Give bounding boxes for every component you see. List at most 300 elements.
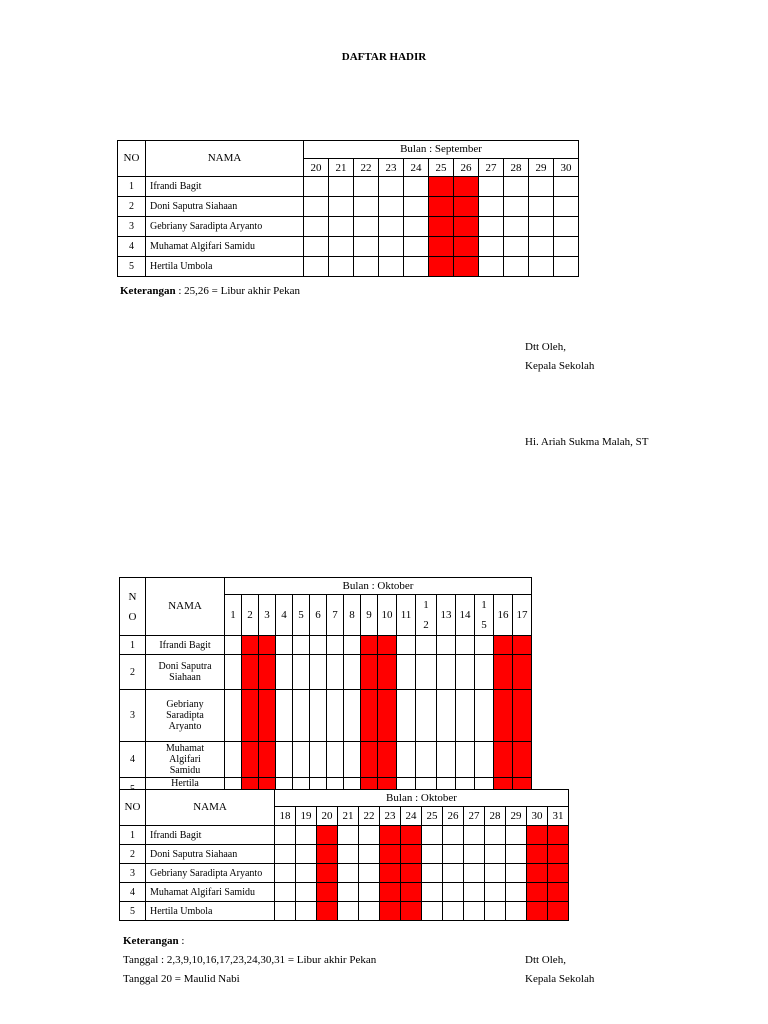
- table-row: [118, 197, 579, 217]
- holiday-cell: [429, 177, 454, 197]
- attendance-cell: [456, 742, 475, 778]
- attendance-cell: [338, 845, 359, 864]
- attendance-cell: [404, 217, 429, 237]
- holiday-cell: [513, 655, 532, 690]
- table-row: [118, 177, 579, 197]
- holiday-cell: [548, 826, 569, 845]
- holiday-cell: [317, 826, 338, 845]
- attendance-cell: [397, 655, 416, 690]
- day-header: 29: [529, 159, 554, 177]
- row-nama: Doni Saputra Siahaan: [146, 845, 275, 864]
- attendance-cell: [379, 197, 404, 217]
- holiday-cell: [378, 655, 397, 690]
- holiday-cell: [317, 883, 338, 902]
- attendance-cell: [275, 845, 296, 864]
- attendance-cell: [554, 177, 579, 197]
- attendance-cell: [404, 177, 429, 197]
- row-nama: Muhamat Algifari Samidu: [146, 237, 304, 257]
- day-header: 26: [443, 807, 464, 826]
- attendance-cell: [379, 217, 404, 237]
- holiday-cell: [380, 845, 401, 864]
- attendance-cell: [379, 237, 404, 257]
- attendance-cell: [422, 864, 443, 883]
- attendance-cell: [397, 690, 416, 742]
- signer-line1-oktober: Dtt Oleh,: [525, 954, 566, 966]
- holiday-cell: [378, 636, 397, 655]
- row-nama: Gebriany Saradipta Aryanto: [146, 217, 304, 237]
- day-header: 7: [327, 595, 344, 636]
- row-nama: Muhamat Algifari Samidu: [146, 883, 275, 902]
- attendance-cell: [310, 690, 327, 742]
- holiday-cell: [548, 864, 569, 883]
- day-header: 24: [401, 807, 422, 826]
- attendance-cell: [485, 826, 506, 845]
- holiday-cell: [378, 742, 397, 778]
- day-header: 1 2: [416, 595, 437, 636]
- attendance-cell: [529, 257, 554, 277]
- row-no: 4: [118, 237, 146, 257]
- month-label: Bulan : Oktober: [225, 578, 532, 595]
- day-header: 2: [242, 595, 259, 636]
- attendance-cell: [416, 655, 437, 690]
- row-no: 3: [120, 864, 146, 883]
- attendance-cell: [354, 237, 379, 257]
- holiday-cell: [527, 864, 548, 883]
- day-header: 8: [344, 595, 361, 636]
- row-no: 3: [120, 690, 146, 742]
- attendance-cell: [344, 690, 361, 742]
- attendance-cell: [479, 257, 504, 277]
- table-row: [120, 636, 532, 655]
- row-no: 1: [120, 826, 146, 845]
- day-header: 23: [379, 159, 404, 177]
- holiday-cell: [527, 826, 548, 845]
- day-header: 19: [296, 807, 317, 826]
- attendance-cell: [275, 826, 296, 845]
- holiday-cell: [259, 690, 276, 742]
- row-no: 2: [120, 655, 146, 690]
- holiday-cell: [429, 257, 454, 277]
- attendance-cell: [397, 636, 416, 655]
- attendance-cell: [404, 257, 429, 277]
- attendance-cell: [276, 636, 293, 655]
- attendance-cell: [479, 197, 504, 217]
- holiday-cell: [401, 845, 422, 864]
- holiday-cell: [380, 883, 401, 902]
- attendance-cell: [338, 826, 359, 845]
- table-row: [120, 655, 532, 690]
- day-header: 14: [456, 595, 475, 636]
- attendance-cell: [554, 257, 579, 277]
- attendance-cell: [354, 177, 379, 197]
- note-september: [120, 285, 300, 297]
- attendance-cell: [296, 883, 317, 902]
- attendance-cell: [296, 902, 317, 921]
- holiday-cell: [401, 826, 422, 845]
- attendance-cell: [404, 197, 429, 217]
- attendance-cell: [338, 883, 359, 902]
- row-nama: Hertila Umbola: [146, 902, 275, 921]
- day-header: 24: [404, 159, 429, 177]
- day-header: 6: [310, 595, 327, 636]
- attendance-cell: [310, 742, 327, 778]
- attendance-cell: [275, 902, 296, 921]
- row-nama: Ifrandi Bagit: [146, 826, 275, 845]
- day-header: 30: [554, 159, 579, 177]
- note-label-oktober: Keterangan: [123, 935, 179, 947]
- day-header: 28: [485, 807, 506, 826]
- attendance-cell: [554, 197, 579, 217]
- attendance-cell: [475, 636, 494, 655]
- signer-line2: Kepala Sekolah: [525, 360, 595, 372]
- attendance-cell: [475, 655, 494, 690]
- attendance-cell: [504, 237, 529, 257]
- attendance-cell: [437, 655, 456, 690]
- attendance-cell: [437, 690, 456, 742]
- holiday-cell: [242, 742, 259, 778]
- attendance-cell: [464, 902, 485, 921]
- day-header: 16: [494, 595, 513, 636]
- attendance-cell: [225, 636, 242, 655]
- attendance-cell: [504, 197, 529, 217]
- holiday-cell: [454, 177, 479, 197]
- attendance-cell: [310, 655, 327, 690]
- holiday-cell: [454, 197, 479, 217]
- attendance-cell: [225, 742, 242, 778]
- holiday-cell: [429, 217, 454, 237]
- table-row: [118, 217, 579, 237]
- holiday-cell: [401, 864, 422, 883]
- holiday-cell: [513, 742, 532, 778]
- attendance-cell: [416, 636, 437, 655]
- attendance-cell: [404, 237, 429, 257]
- row-no: 5: [118, 257, 146, 277]
- table-row: [120, 864, 569, 883]
- holiday-cell: [494, 655, 513, 690]
- attendance-cell: [422, 845, 443, 864]
- attendance-cell: [456, 636, 475, 655]
- attendance-cell: [554, 237, 579, 257]
- day-header: 1: [225, 595, 242, 636]
- row-nama: Ifrandi Bagit: [146, 177, 304, 197]
- day-header: 4: [276, 595, 293, 636]
- attendance-cell: [397, 742, 416, 778]
- table-row: [120, 902, 569, 921]
- note-colon: :: [178, 935, 185, 947]
- attendance-cell: [504, 257, 529, 277]
- holiday-cell: [317, 864, 338, 883]
- attendance-cell: [504, 177, 529, 197]
- attendance-cell: [437, 636, 456, 655]
- holiday-cell: [378, 690, 397, 742]
- row-nama: Hertila Umbola: [146, 257, 304, 277]
- holiday-cell: [527, 845, 548, 864]
- day-header: 25: [422, 807, 443, 826]
- day-header: 25: [429, 159, 454, 177]
- attendance-cell: [479, 237, 504, 257]
- attendance-cell: [276, 655, 293, 690]
- attendance-table-oktober-1: [119, 577, 532, 801]
- attendance-cell: [329, 257, 354, 277]
- table-row: [120, 883, 569, 902]
- holiday-cell: [242, 655, 259, 690]
- attendance-cell: [304, 217, 329, 237]
- day-header: 22: [359, 807, 380, 826]
- attendance-cell: [416, 690, 437, 742]
- attendance-cell: [422, 902, 443, 921]
- attendance-cell: [329, 177, 354, 197]
- day-header: 29: [506, 807, 527, 826]
- signer-line1: Dtt Oleh,: [525, 341, 566, 353]
- row-nama: Muhamat Algifari Samidu: [146, 742, 225, 778]
- attendance-cell: [475, 690, 494, 742]
- attendance-cell: [437, 742, 456, 778]
- holiday-cell: [548, 902, 569, 921]
- attendance-cell: [443, 826, 464, 845]
- attendance-cell: [506, 902, 527, 921]
- attendance-cell: [275, 883, 296, 902]
- day-header: 20: [317, 807, 338, 826]
- attendance-cell: [225, 655, 242, 690]
- row-no: 1: [118, 177, 146, 197]
- attendance-cell: [359, 883, 380, 902]
- note-oktober: [123, 935, 184, 947]
- row-no: 3: [118, 217, 146, 237]
- holiday-cell: [317, 902, 338, 921]
- holiday-cell: [361, 636, 378, 655]
- attendance-cell: [443, 883, 464, 902]
- holiday-cell: [380, 826, 401, 845]
- attendance-cell: [354, 257, 379, 277]
- holiday-cell: [242, 690, 259, 742]
- header-row: [118, 141, 579, 159]
- attendance-cell: [529, 197, 554, 217]
- attendance-cell: [329, 237, 354, 257]
- month-label: Bulan : September: [304, 141, 579, 159]
- attendance-cell: [464, 826, 485, 845]
- col-nama-header: NAMA: [146, 790, 275, 826]
- table-row: [118, 237, 579, 257]
- attendance-cell: [310, 636, 327, 655]
- attendance-cell: [276, 742, 293, 778]
- attendance-cell: [485, 845, 506, 864]
- page-title: DAFTAR HADIR: [341, 51, 427, 63]
- row-no: 1: [120, 636, 146, 655]
- holiday-cell: [454, 257, 479, 277]
- holiday-cell: [317, 845, 338, 864]
- attendance-cell: [359, 902, 380, 921]
- row-nama: Hertila: [146, 778, 225, 801]
- attendance-cell: [529, 237, 554, 257]
- attendance-cell: [379, 177, 404, 197]
- day-header: 13: [437, 595, 456, 636]
- holiday-cell: [361, 655, 378, 690]
- day-header: 11: [397, 595, 416, 636]
- attendance-cell: [464, 845, 485, 864]
- table-row: [120, 845, 569, 864]
- attendance-cell: [464, 883, 485, 902]
- attendance-cell: [293, 742, 310, 778]
- attendance-cell: [554, 217, 579, 237]
- attendance-cell: [506, 826, 527, 845]
- attendance-cell: [479, 177, 504, 197]
- signer-line2-oktober: Kepala Sekolah: [525, 973, 595, 985]
- holiday-cell: [429, 197, 454, 217]
- holiday-cell: [548, 883, 569, 902]
- holiday-cell: [259, 742, 276, 778]
- holiday-cell: [494, 636, 513, 655]
- table-row: [120, 742, 532, 778]
- attendance-cell: [354, 217, 379, 237]
- holiday-cell: [454, 217, 479, 237]
- holiday-cell: [494, 690, 513, 742]
- signer-name: Hi. Ariah Sukma Malah, ST: [525, 436, 649, 448]
- attendance-cell: [304, 177, 329, 197]
- attendance-cell: [304, 257, 329, 277]
- attendance-cell: [338, 902, 359, 921]
- holiday-cell: [259, 655, 276, 690]
- attendance-cell: [456, 690, 475, 742]
- attendance-cell: [475, 742, 494, 778]
- row-nama: Ifrandi Bagit: [146, 636, 225, 655]
- attendance-cell: [304, 197, 329, 217]
- col-no-header: NO: [118, 141, 146, 177]
- day-header: 27: [464, 807, 485, 826]
- header-row: [120, 790, 569, 807]
- attendance-cell: [359, 845, 380, 864]
- note-text: : 25,26 = Libur akhir Pekan: [175, 285, 301, 297]
- attendance-cell: [275, 864, 296, 883]
- holiday-cell: [527, 902, 548, 921]
- attendance-cell: [329, 217, 354, 237]
- attendance-cell: [485, 864, 506, 883]
- holiday-cell: [548, 845, 569, 864]
- day-header: 10: [378, 595, 397, 636]
- attendance-cell: [296, 826, 317, 845]
- holiday-cell: [513, 690, 532, 742]
- attendance-table-september: [117, 140, 579, 277]
- note-line1: Tanggal : 2,3,9,10,16,17,23,24,30,31 = Libur akhir Pekan: [123, 954, 377, 966]
- note-line2: Tanggal 20 = Maulid Nabi: [123, 973, 240, 985]
- attendance-cell: [304, 237, 329, 257]
- row-nama: Gebriany Saradipta Aryanto: [146, 690, 225, 742]
- row-nama: Doni Saputra Siahaan: [146, 197, 304, 217]
- attendance-cell: [344, 655, 361, 690]
- day-header: 17: [513, 595, 532, 636]
- day-header: 27: [479, 159, 504, 177]
- holiday-cell: [401, 902, 422, 921]
- attendance-cell: [359, 864, 380, 883]
- col-no-header-char: O: [128, 610, 137, 623]
- day-header: 18: [275, 807, 296, 826]
- attendance-cell: [504, 217, 529, 237]
- attendance-cell: [422, 883, 443, 902]
- row-no: 5: [120, 902, 146, 921]
- attendance-cell: [485, 883, 506, 902]
- holiday-cell: [380, 864, 401, 883]
- month-label: Bulan : Oktober: [275, 790, 569, 807]
- day-header: 3: [259, 595, 276, 636]
- holiday-cell: [401, 883, 422, 902]
- row-no: 2: [120, 845, 146, 864]
- holiday-cell: [361, 690, 378, 742]
- day-header: 21: [329, 159, 354, 177]
- attendance-cell: [327, 742, 344, 778]
- holiday-cell: [527, 883, 548, 902]
- attendance-cell: [344, 636, 361, 655]
- col-no-header-char: N: [128, 590, 137, 603]
- day-header: 9: [361, 595, 378, 636]
- attendance-cell: [338, 864, 359, 883]
- holiday-cell: [361, 742, 378, 778]
- attendance-cell: [456, 655, 475, 690]
- attendance-cell: [296, 845, 317, 864]
- attendance-cell: [379, 257, 404, 277]
- attendance-table-oktober-2: [119, 789, 569, 921]
- attendance-cell: [354, 197, 379, 217]
- attendance-cell: [293, 655, 310, 690]
- attendance-cell: [293, 636, 310, 655]
- day-header: 23: [380, 807, 401, 826]
- attendance-cell: [464, 864, 485, 883]
- day-header: 1 5: [475, 595, 494, 636]
- holiday-cell: [429, 237, 454, 257]
- day-header: 30: [527, 807, 548, 826]
- attendance-cell: [293, 690, 310, 742]
- attendance-cell: [329, 197, 354, 217]
- attendance-cell: [506, 883, 527, 902]
- attendance-cell: [479, 217, 504, 237]
- note-label: Keterangan: [120, 285, 176, 297]
- table-row: [118, 257, 579, 277]
- attendance-cell: [485, 902, 506, 921]
- holiday-cell: [454, 237, 479, 257]
- col-no-header: [120, 578, 146, 636]
- row-no: 4: [120, 742, 146, 778]
- holiday-cell: [242, 636, 259, 655]
- attendance-cell: [443, 902, 464, 921]
- day-header: 31: [548, 807, 569, 826]
- attendance-cell: [443, 845, 464, 864]
- day-header: 21: [338, 807, 359, 826]
- attendance-cell: [416, 742, 437, 778]
- attendance-cell: [327, 636, 344, 655]
- day-header: 5: [293, 595, 310, 636]
- attendance-cell: [327, 690, 344, 742]
- attendance-cell: [506, 864, 527, 883]
- holiday-cell: [259, 636, 276, 655]
- day-header: 20: [304, 159, 329, 177]
- holiday-cell: [380, 902, 401, 921]
- row-nama: Gebriany Saradipta Aryanto: [146, 864, 275, 883]
- row-no: 2: [118, 197, 146, 217]
- attendance-cell: [529, 217, 554, 237]
- col-nama-header: NAMA: [146, 141, 304, 177]
- day-header: 26: [454, 159, 479, 177]
- attendance-cell: [359, 826, 380, 845]
- attendance-cell: [276, 690, 293, 742]
- attendance-cell: [296, 864, 317, 883]
- col-nama-header: NAMA: [146, 578, 225, 636]
- header-row: [120, 578, 532, 595]
- row-no: 4: [120, 883, 146, 902]
- attendance-cell: [529, 177, 554, 197]
- attendance-cell: [225, 690, 242, 742]
- day-header: 28: [504, 159, 529, 177]
- holiday-cell: [494, 742, 513, 778]
- day-header: 22: [354, 159, 379, 177]
- table-row: [120, 690, 532, 742]
